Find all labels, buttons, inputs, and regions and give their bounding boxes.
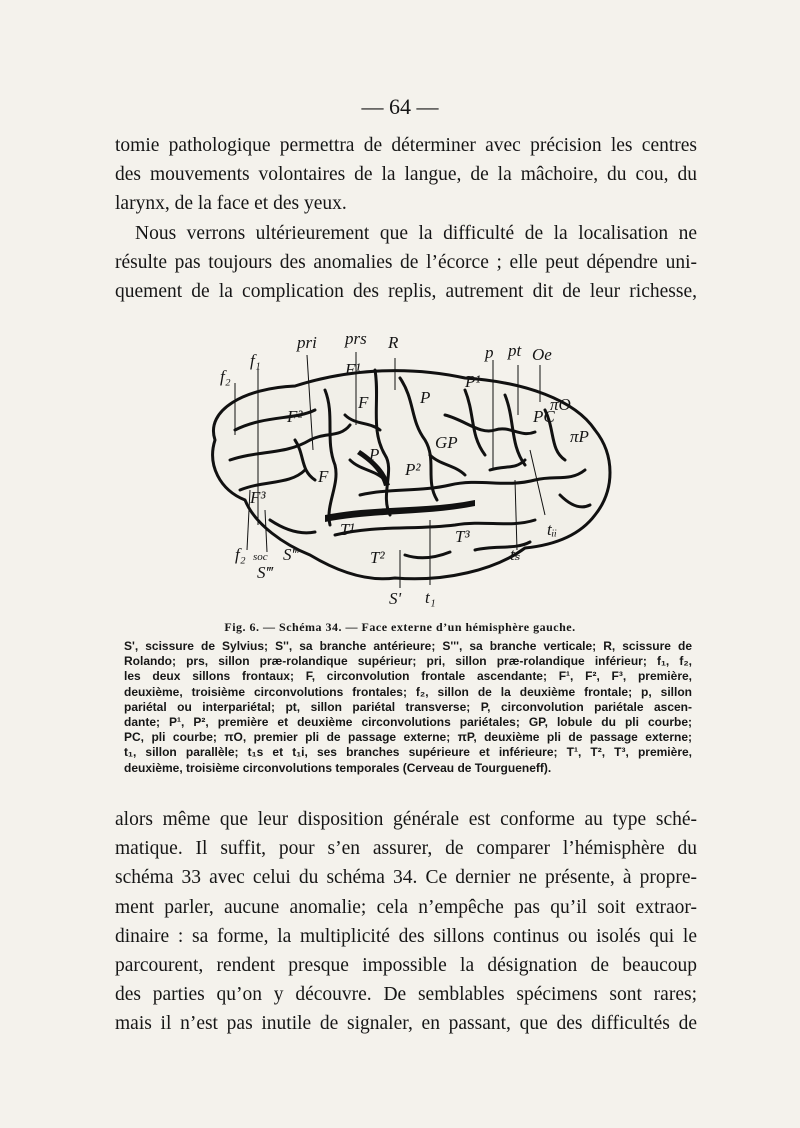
label-GP: GP <box>435 433 458 452</box>
text-line: mais il n’est pas inutile de signaler, en passant, que des difficultés de <box>115 1013 697 1035</box>
label-piP: πP <box>570 427 589 446</box>
legend-line: deuxième, troisième circonvolutions temporales (Cerveau de Tourgueneff). <box>124 760 552 775</box>
label-R: R <box>388 333 399 352</box>
text-line: ment parler, aucune anomalie; cela n’empêche pas qu’il soit extraor- <box>115 896 697 918</box>
legend-line: PC, pli courbe; πO, premier pli de passage externe; πP, deuxième pli de passage externe; <box>124 730 692 745</box>
label-ts: tₛ <box>510 545 521 564</box>
text-line: larynx, de la face et des yeux. <box>115 193 347 215</box>
text-line: tomie pathologique permettra de déterminer avec précision les centres <box>115 135 697 156</box>
text-line: quement de la complication des replis, autrement dit de leur richesse, <box>115 281 697 303</box>
label-pri: pri <box>297 333 317 352</box>
label-piO: πO <box>550 395 571 414</box>
text-line: schéma 33 avec celui du schéma 34. Ce dernier ne présente, à propre- <box>115 867 697 889</box>
legend-line: pariétal ou interpariétal; pt, sillon pariétal transverse; P, circonvolution pariétale ascen- <box>124 699 692 714</box>
label-S: S' <box>389 589 402 608</box>
figure-legend <box>124 639 692 776</box>
label-P-a: P <box>420 388 431 407</box>
text-line: matique. Il suffit, pour s’en assurer, de comparer l’hémisphère du <box>115 838 697 860</box>
label-F1: F¹ <box>345 360 361 379</box>
legend-line: deuxième, troisième circonvolutions frontales; f₂, sillon de la deuxième frontale; p, sillon <box>124 684 692 699</box>
legend-line: dante; P¹, P², première et deuxième circonvolutions pariétales; GP, lobule du pli courbe; <box>124 715 692 730</box>
text-line: Nous verrons ultérieurement que la difficulté de la localisation ne <box>135 222 697 244</box>
label-P1: P¹ <box>465 372 481 391</box>
label-t1: t₁ <box>425 588 436 607</box>
label-P2: P² <box>405 460 421 479</box>
label-T3: T³ <box>455 527 470 546</box>
label-f2: f₂ <box>220 367 231 386</box>
label-T2: T² <box>370 548 385 567</box>
legend-line: Rolando; prs, sillon præ-rolandique supérieur; pri, sillon præ-rolandique inférieur; f₁, f₂, <box>124 654 692 669</box>
label-F-a: F <box>358 393 369 412</box>
label-F-b: F <box>318 467 329 486</box>
label-P-b: P <box>369 445 380 464</box>
text-line: parcourent, rendent presque impossible la désignation de beaucoup <box>115 955 697 977</box>
label-pt: pt <box>508 341 522 360</box>
label-p: p <box>485 343 494 362</box>
paragraph-bottom <box>115 805 697 1039</box>
label-f2-bottom: f₂ <box>235 545 246 564</box>
label-F2: F² <box>287 407 303 426</box>
label-Oe: Oe <box>532 345 552 364</box>
label-S3-b: S‴ <box>257 563 273 582</box>
brain-illustration <box>175 320 625 610</box>
label-PC: PC <box>533 407 555 426</box>
text-line: dinaire : sa forme, la multiplicité des sillons continus ou isolés qui le <box>115 925 697 947</box>
legend-line: les deux sillons frontaux; F, circonvolution frontale ascendante; F¹, F², F³, première, <box>124 669 692 684</box>
brain-figure <box>175 320 625 610</box>
label-prs: prs <box>345 329 367 348</box>
label-soc: soc <box>253 551 268 563</box>
label-f1: f₁ <box>250 351 261 370</box>
figure-caption-title: Fig. 6. — Schéma 34. — Face externe d’un hémisphère gauche. <box>224 620 576 634</box>
legend-line: S', scissure de Sylvius; S'', sa branche antérieure; S''', sa branche verticale; R, scissure de <box>124 639 692 653</box>
paragraph-top <box>115 131 697 306</box>
page-number: — 64 — <box>361 94 439 119</box>
label-ti: tᵢᵢ <box>547 520 558 539</box>
label-F3: F³ <box>250 488 266 507</box>
text-line: des mouvements volontaires de la langue, de la mâchoire, du cou, du <box>115 164 697 186</box>
label-S3: S‴ <box>283 545 299 564</box>
text-line: alors même que leur disposition générale est conforme au type sché- <box>115 809 697 830</box>
text-line: résulte pas toujours des anomalies de l’écorce ; elle peut dépendre uni- <box>115 251 697 273</box>
legend-line: t₁, sillon parallèle; t₁s et t₁i, ses branches supérieure et inférieure; T¹, T², T³, première, <box>124 745 692 760</box>
label-T1: T¹ <box>340 520 355 539</box>
text-line: des parties qu’on y découvre. De semblables spécimens sont rares; <box>115 984 697 1006</box>
